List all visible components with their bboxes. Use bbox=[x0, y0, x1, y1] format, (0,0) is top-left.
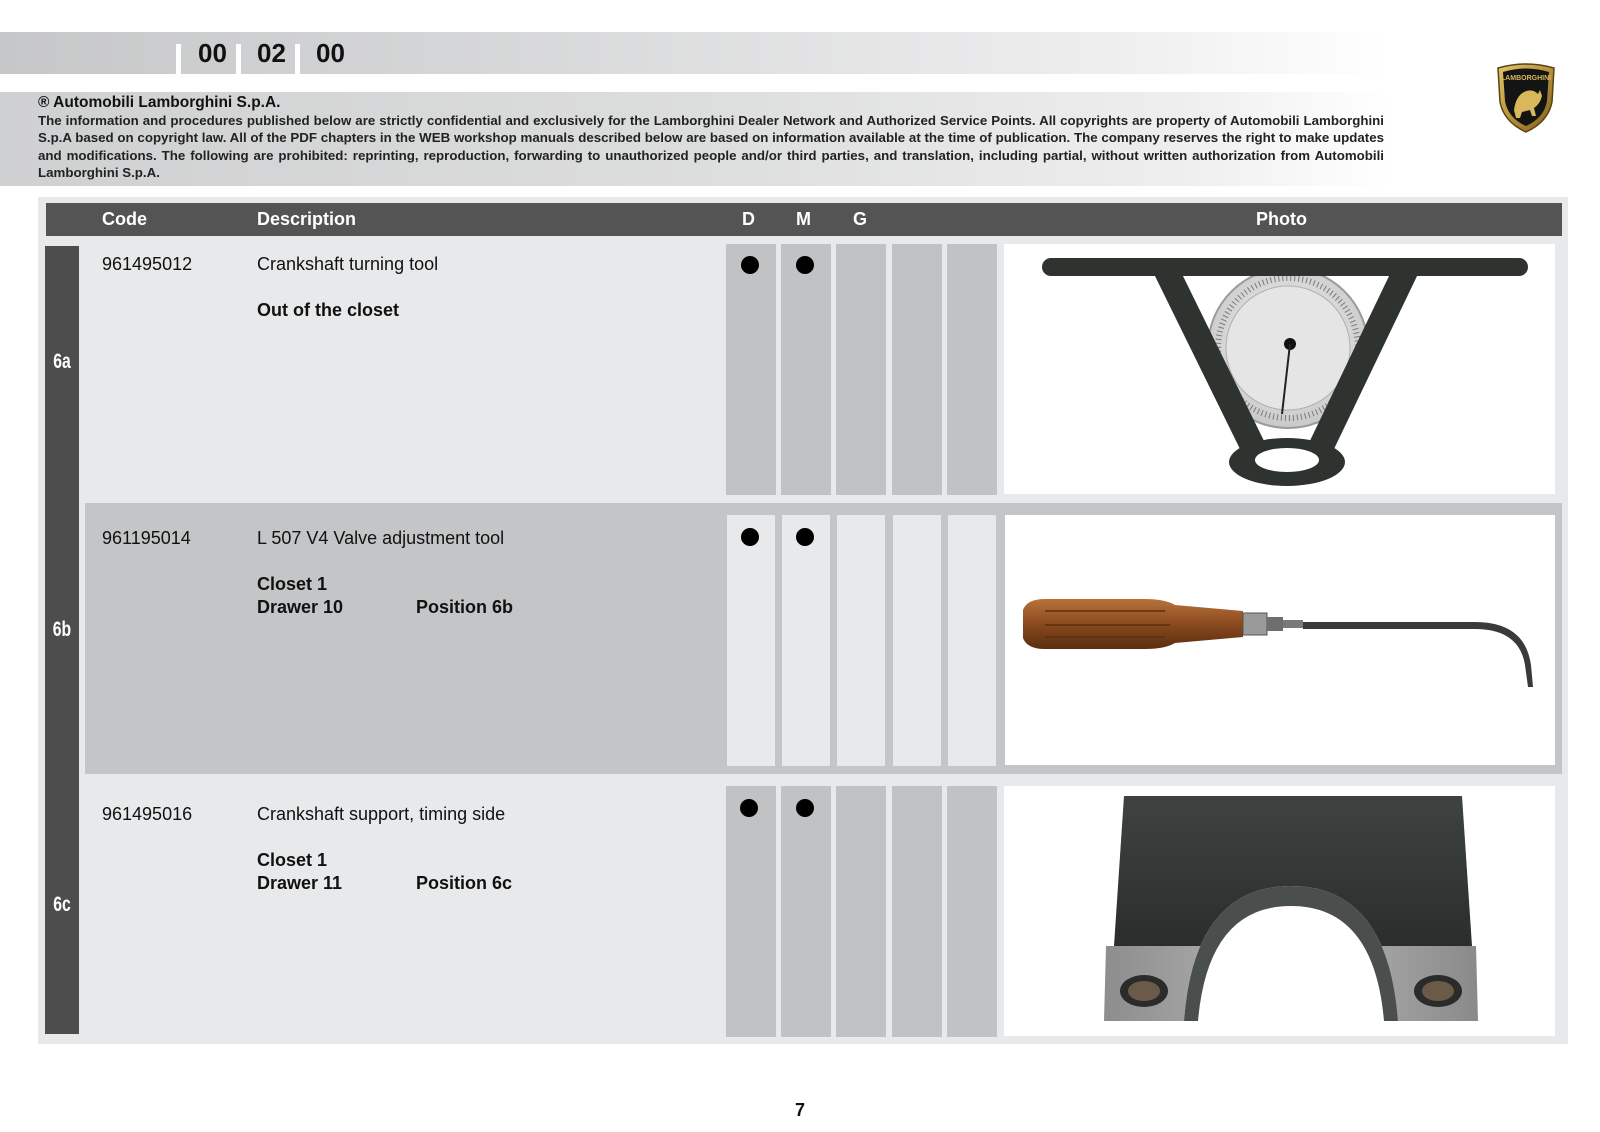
row-6a-description: Crankshaft turning tool bbox=[257, 254, 439, 274]
row-6c-description: Crankshaft support, timing side bbox=[257, 804, 506, 824]
header-d: D bbox=[742, 209, 755, 229]
blank-column-cell bbox=[893, 515, 941, 766]
subsection-code: 00 bbox=[316, 38, 345, 68]
copyright-body: The information and procedures published below are strictly confidential and exclusively for the Lamborghini Dealer Network and Authorized Service Points. All copyrights are property of Automobili Lamborghini S.p.A based on copyright law. All of the PDF chapters in the WEB workshop manuals described below are based on information available at the time of publication. The company reserves the right to make updates and modifications. The following are prohibited: reprinting, reproduction, forwarding to unauthorized people and/or third parties, and translation, including partial, without written authorization from Automobili Lamborghini S.p.A. bbox=[38, 113, 1384, 180]
d-indicator-dot bbox=[741, 528, 759, 546]
m-indicator-dot bbox=[796, 528, 814, 546]
g-column-cell bbox=[837, 515, 885, 766]
header-g: G bbox=[853, 209, 868, 229]
lamborghini-logo bbox=[1494, 62, 1558, 134]
code-separator bbox=[236, 44, 241, 74]
g-column-cell bbox=[836, 786, 886, 1037]
blank-column-cell bbox=[948, 515, 996, 766]
row-6c-closet: Closet 1 bbox=[257, 850, 328, 870]
row-6c-drawer: Drawer 11 bbox=[257, 873, 343, 893]
d-column-cell bbox=[726, 786, 776, 1037]
copyright-title: ® Automobili Lamborghini S.p.A. bbox=[38, 94, 281, 111]
m-column-cell bbox=[781, 786, 831, 1037]
blank-column-cell bbox=[947, 786, 997, 1037]
row-6a-code: 961495012 bbox=[102, 254, 193, 274]
row-label-6c: 6c bbox=[53, 893, 71, 916]
logo-wordmark: LAMBORGHINI bbox=[1500, 75, 1552, 82]
d-indicator-dot bbox=[740, 799, 758, 817]
code-separator bbox=[295, 44, 300, 74]
valve-adjustment-tool-photo bbox=[1005, 515, 1555, 765]
row-6b-position: Position 6b bbox=[416, 597, 514, 617]
header-photo: Photo bbox=[1256, 209, 1307, 229]
m-indicator-dot bbox=[796, 799, 814, 817]
header-m: M bbox=[796, 209, 811, 229]
m-column-cell bbox=[781, 244, 831, 495]
row-label-6a: 6a bbox=[53, 350, 71, 373]
blank-column-cell bbox=[892, 244, 942, 495]
page-number: 7 bbox=[794, 1100, 805, 1120]
d-indicator-dot bbox=[741, 256, 759, 274]
row-6b-description: L 507 V4 Valve adjustment tool bbox=[257, 528, 505, 548]
row-6c-code: 961495016 bbox=[102, 804, 193, 824]
row-label-6b: 6b bbox=[52, 618, 72, 641]
m-indicator-dot bbox=[796, 256, 814, 274]
blank-column-cell bbox=[892, 786, 942, 1037]
blank-column-cell bbox=[947, 244, 997, 495]
code-separator bbox=[176, 44, 181, 74]
d-column-cell bbox=[726, 244, 776, 495]
chapter-code: 00 bbox=[198, 38, 227, 68]
section-code: 02 bbox=[257, 38, 286, 68]
crankshaft-support-photo bbox=[1004, 786, 1555, 1036]
row-6b-closet: Closet 1 bbox=[257, 574, 328, 594]
row-6c-position: Position 6c bbox=[416, 873, 513, 893]
g-column-cell bbox=[836, 244, 886, 495]
row-6b-drawer: Drawer 10 bbox=[257, 597, 344, 617]
crankshaft-turning-tool-photo bbox=[1004, 244, 1555, 494]
row-6a-location: Out of the closet bbox=[257, 300, 400, 320]
header-description: Description bbox=[257, 209, 357, 229]
d-column-cell bbox=[727, 515, 775, 766]
m-column-cell bbox=[782, 515, 830, 766]
header-code: Code bbox=[102, 209, 147, 229]
row-6b-code: 961195014 bbox=[102, 528, 191, 548]
